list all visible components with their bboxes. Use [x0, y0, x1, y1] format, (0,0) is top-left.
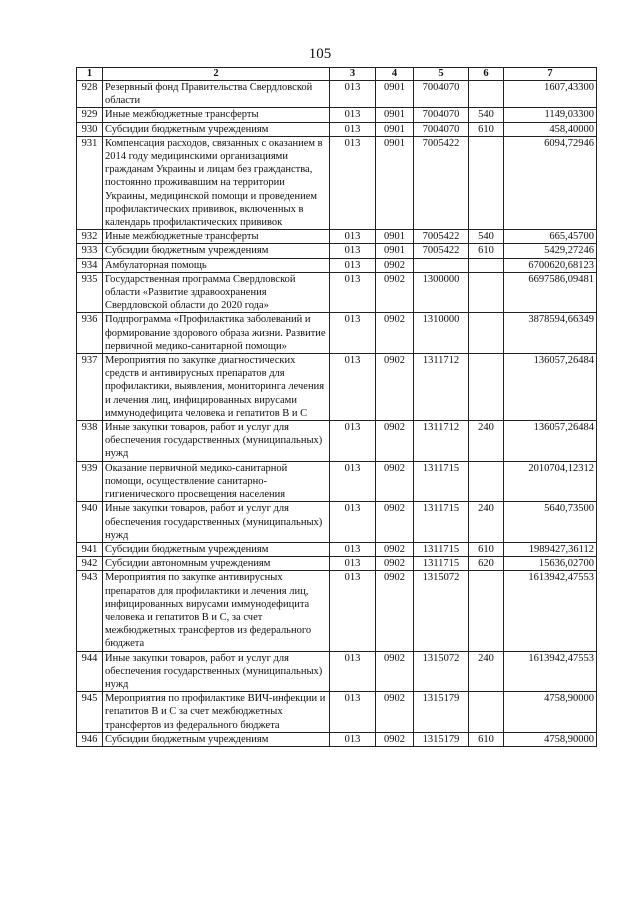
row-col5: 1315072 — [414, 651, 469, 692]
row-sum: 2010704,12312 — [504, 461, 597, 502]
row-name: Мероприятия по профилактике ВИЧ-инфекции и гепатитов В и С за счет межбюджетных трансфертов из федерального бюджета — [103, 692, 330, 733]
row-col5: 1315072 — [414, 571, 469, 651]
row-col5: 7004070 — [414, 122, 469, 136]
row-col4: 0901 — [376, 244, 414, 258]
row-col4: 0902 — [376, 502, 414, 543]
row-name: Иные закупки товаров, работ и услуг для обеспечения государственных (муниципальных) нужд — [103, 421, 330, 462]
row-sum: 1989427,36112 — [504, 542, 597, 556]
row-col3: 013 — [330, 557, 376, 571]
row-number: 935 — [77, 272, 103, 313]
table-row — [77, 542, 597, 556]
table-row — [77, 571, 597, 651]
row-col4: 0902 — [376, 272, 414, 313]
header-row — [77, 68, 597, 81]
page-number: 105 — [308, 46, 332, 62]
row-sum: 5640,73500 — [504, 502, 597, 543]
table-row — [77, 502, 597, 543]
row-sum: 136057,26484 — [504, 354, 597, 421]
row-name: Мероприятия по закупке антивирусных препаратов для профилактики и лечения лиц, инфицированных вирусами иммунодефицита человека и гепатитов В и С, за счет межбюджетных трансфертов из федерального бюджета — [103, 571, 330, 651]
row-sum: 15636,02700 — [504, 557, 597, 571]
row-col6: 610 — [469, 244, 504, 258]
table-row — [77, 313, 597, 354]
row-col6 — [469, 692, 504, 733]
row-number: 939 — [77, 461, 103, 502]
row-col6 — [469, 81, 504, 108]
row-name: Резервный фонд Правительства Свердловской области — [103, 81, 330, 108]
row-col3: 013 — [330, 272, 376, 313]
row-name: Субсидии бюджетным учреждениям — [103, 542, 330, 556]
row-col4: 0902 — [376, 651, 414, 692]
row-sum: 6094,72946 — [504, 136, 597, 229]
row-col5: 1311715 — [414, 461, 469, 502]
row-sum: 136057,26484 — [504, 421, 597, 462]
row-col6: 540 — [469, 108, 504, 122]
row-col5: 1311715 — [414, 542, 469, 556]
row-number: 929 — [77, 108, 103, 122]
row-col6: 240 — [469, 651, 504, 692]
table-row — [77, 244, 597, 258]
table-row — [77, 692, 597, 733]
row-col5: 1311715 — [414, 557, 469, 571]
table-row — [77, 136, 597, 229]
row-name: Иные закупки товаров, работ и услуг для обеспечения государственных (муниципальных) нужд — [103, 651, 330, 692]
row-col4: 0901 — [376, 230, 414, 244]
table-row — [77, 557, 597, 571]
row-name: Подпрограмма «Профилактика заболеваний и формирование здорового образа жизни. Развитие первичной медико-санитарной помощи» — [103, 313, 330, 354]
row-name: Амбулаторная помощь — [103, 258, 330, 272]
row-name: Иные закупки товаров, работ и услуг для обеспечения государственных (муниципальных) нужд — [103, 502, 330, 543]
row-number: 944 — [77, 651, 103, 692]
row-number: 941 — [77, 542, 103, 556]
row-col5: 7005422 — [414, 136, 469, 229]
row-col5: 1311715 — [414, 502, 469, 543]
column-header-1: 1 — [77, 68, 103, 81]
table-row — [77, 272, 597, 313]
row-col5: 7005422 — [414, 244, 469, 258]
row-sum: 6697586,09481 — [504, 272, 597, 313]
row-name: Компенсация расходов, связанных с оказанием в 2014 году медицинскими организациями гражданам Украины и лицам без гражданства, постоянно проживавшим на территории Украины, медицинской помощи и проведением профилактических прививок, включенных в календарь профилактических прививок — [103, 136, 330, 229]
row-col5: 1311712 — [414, 354, 469, 421]
column-header-6: 6 — [469, 68, 504, 81]
row-col6: 610 — [469, 122, 504, 136]
row-sum: 1149,03300 — [504, 108, 597, 122]
row-col3: 013 — [330, 542, 376, 556]
row-col5: 1311712 — [414, 421, 469, 462]
row-number: 933 — [77, 244, 103, 258]
row-col5: 7004070 — [414, 81, 469, 108]
row-col4: 0902 — [376, 354, 414, 421]
row-col3: 013 — [330, 461, 376, 502]
row-name: Субсидии бюджетным учреждениям — [103, 122, 330, 136]
row-number: 936 — [77, 313, 103, 354]
row-col6 — [469, 461, 504, 502]
row-col6: 620 — [469, 557, 504, 571]
row-name: Субсидии автономным учреждениям — [103, 557, 330, 571]
row-col3: 013 — [330, 732, 376, 746]
row-col4: 0902 — [376, 542, 414, 556]
row-col4: 0902 — [376, 313, 414, 354]
row-name: Субсидии бюджетным учреждениям — [103, 244, 330, 258]
row-col3: 013 — [330, 136, 376, 229]
row-sum: 3878594,66349 — [504, 313, 597, 354]
row-sum: 6700620,68123 — [504, 258, 597, 272]
table-row — [77, 651, 597, 692]
row-col6 — [469, 136, 504, 229]
row-col5: 7004070 — [414, 108, 469, 122]
row-col3: 013 — [330, 258, 376, 272]
row-number: 928 — [77, 81, 103, 108]
row-col6 — [469, 313, 504, 354]
row-col4: 0902 — [376, 461, 414, 502]
row-col6: 610 — [469, 542, 504, 556]
row-col4: 0901 — [376, 108, 414, 122]
row-col3: 013 — [330, 421, 376, 462]
row-col5: 1315179 — [414, 692, 469, 733]
row-col4: 0901 — [376, 81, 414, 108]
row-col3: 013 — [330, 244, 376, 258]
row-col4: 0902 — [376, 732, 414, 746]
row-col4: 0902 — [376, 258, 414, 272]
table-row — [77, 230, 597, 244]
row-col5: 1300000 — [414, 272, 469, 313]
row-col6 — [469, 571, 504, 651]
row-sum: 1613942,47553 — [504, 571, 597, 651]
row-col3: 013 — [330, 122, 376, 136]
table-row — [77, 461, 597, 502]
row-sum: 1613942,47553 — [504, 651, 597, 692]
row-number: 937 — [77, 354, 103, 421]
row-col6 — [469, 272, 504, 313]
row-col6: 240 — [469, 421, 504, 462]
row-name: Оказание первичной медико-санитарной помощи, осуществление санитарно-гигиенического просвещения населения — [103, 461, 330, 502]
row-col3: 013 — [330, 313, 376, 354]
row-col4: 0902 — [376, 571, 414, 651]
row-number: 931 — [77, 136, 103, 229]
row-col5: 7005422 — [414, 230, 469, 244]
column-header-3: 3 — [330, 68, 376, 81]
row-col5 — [414, 258, 469, 272]
row-col3: 013 — [330, 354, 376, 421]
row-col3: 013 — [330, 571, 376, 651]
table-row — [77, 732, 597, 746]
table-row — [77, 81, 597, 108]
row-col6 — [469, 258, 504, 272]
row-col4: 0902 — [376, 557, 414, 571]
row-col4: 0901 — [376, 122, 414, 136]
row-sum: 4758,90000 — [504, 732, 597, 746]
row-col3: 013 — [330, 108, 376, 122]
row-sum: 458,40000 — [504, 122, 597, 136]
column-header-7: 7 — [504, 68, 597, 81]
column-header-5: 5 — [414, 68, 469, 81]
row-sum: 4758,90000 — [504, 692, 597, 733]
row-number: 945 — [77, 692, 103, 733]
budget-table — [76, 67, 597, 747]
row-name: Субсидии бюджетным учреждениям — [103, 732, 330, 746]
row-col5: 1315179 — [414, 732, 469, 746]
row-number: 938 — [77, 421, 103, 462]
column-header-2: 2 — [103, 68, 330, 81]
row-name: Иные межбюджетные трансферты — [103, 108, 330, 122]
row-sum: 665,45700 — [504, 230, 597, 244]
row-col3: 013 — [330, 692, 376, 733]
row-col6: 240 — [469, 502, 504, 543]
row-col6: 610 — [469, 732, 504, 746]
row-number: 943 — [77, 571, 103, 651]
row-number: 946 — [77, 732, 103, 746]
row-col3: 013 — [330, 502, 376, 543]
row-col6 — [469, 354, 504, 421]
column-header-4: 4 — [376, 68, 414, 81]
row-number: 930 — [77, 122, 103, 136]
row-number: 940 — [77, 502, 103, 543]
row-col6: 540 — [469, 230, 504, 244]
table-row — [77, 354, 597, 421]
row-sum: 1607,43300 — [504, 81, 597, 108]
row-number: 942 — [77, 557, 103, 571]
row-col3: 013 — [330, 651, 376, 692]
row-col4: 0902 — [376, 692, 414, 733]
table-row — [77, 258, 597, 272]
row-name: Иные межбюджетные трансферты — [103, 230, 330, 244]
table-row — [77, 122, 597, 136]
table-row — [77, 108, 597, 122]
row-col3: 013 — [330, 81, 376, 108]
row-name: Государственная программа Свердловской области «Развитие здравоохранения Свердловской области до 2020 года» — [103, 272, 330, 313]
row-number: 934 — [77, 258, 103, 272]
row-col4: 0902 — [376, 421, 414, 462]
row-col5: 1310000 — [414, 313, 469, 354]
row-col4: 0901 — [376, 136, 414, 229]
row-name: Мероприятия по закупке диагностических средств и антивирусных препаратов для профилактики, выявления, мониторинга лечения и лечения лиц, инфицированных вирусами иммунодефицита человека и гепатитов В и С — [103, 354, 330, 421]
table-row — [77, 421, 597, 462]
row-col3: 013 — [330, 230, 376, 244]
row-number: 932 — [77, 230, 103, 244]
row-sum: 5429,27246 — [504, 244, 597, 258]
